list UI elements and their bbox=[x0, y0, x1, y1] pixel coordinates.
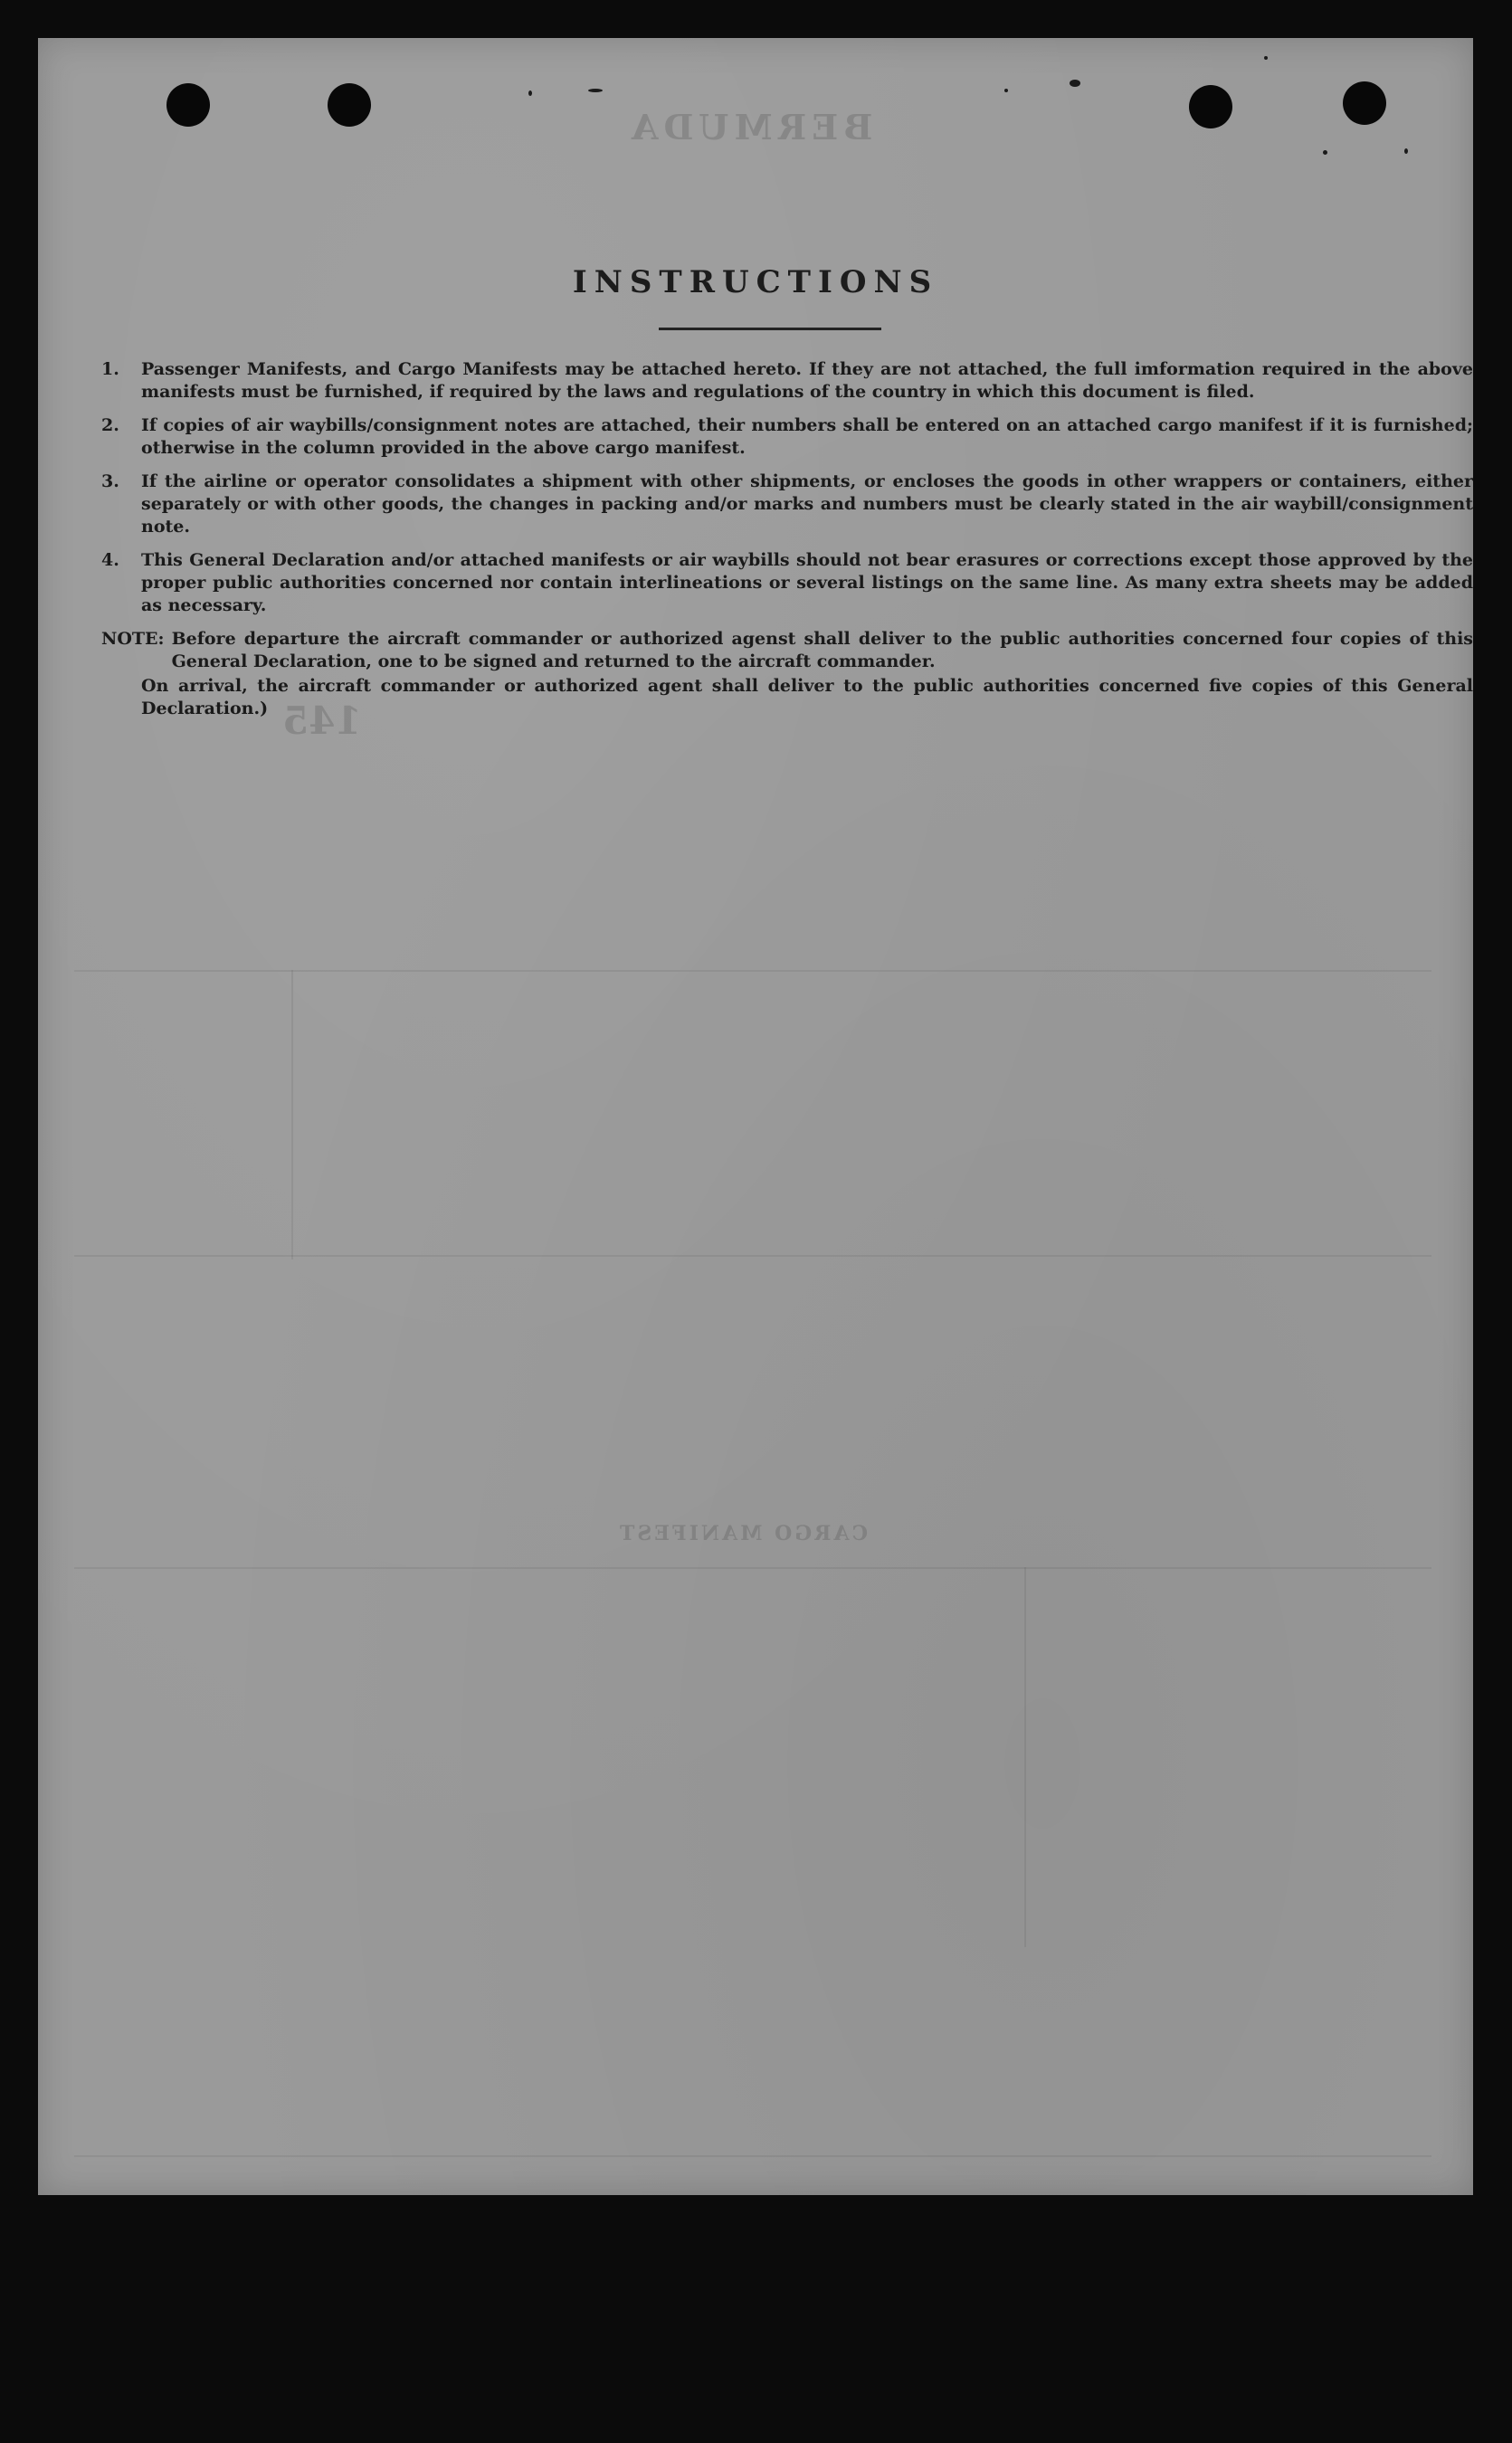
item-number: 4. bbox=[101, 550, 119, 570]
bleed-through-rule bbox=[291, 970, 293, 1260]
note-label: NOTE: bbox=[101, 629, 165, 649]
punch-hole-3 bbox=[1189, 85, 1232, 128]
bleed-through-stamp: 145 bbox=[282, 699, 362, 743]
note-block bbox=[101, 628, 1473, 673]
instruction-item-2 bbox=[101, 414, 1473, 460]
dust-speck bbox=[1004, 89, 1008, 92]
instruction-item-4 bbox=[101, 549, 1473, 617]
instruction-item-1 bbox=[101, 358, 1473, 404]
note-arrival-text: On arrival, the aircraft commander or authorized agent shall deliver to the public authorities concerned five copies of this General Declaration.) bbox=[141, 676, 1473, 718]
dust-speck bbox=[528, 90, 532, 96]
instructions-list bbox=[101, 358, 1473, 720]
item-text: This General Declaration and/or attached manifests or air waybills should not bear erasures or corrections except those approved by the proper public authorities concerned nor contain interlineations or several listings on the same line. As many extra sheets may be added as necessary. bbox=[141, 550, 1473, 615]
item-text: Passenger Manifests, and Cargo Manifests may be attached hereto. If they are not attached, the full imformation required in the above manifests must be furnished, if required by the laws and regulations of the country in which this document is filed. bbox=[141, 359, 1473, 402]
note-text: Before departure the aircraft commander or authorized agenst shall deliver to the public authorities concerned four copies of this General Declaration, one to be signed and returned to the aircraft commander. bbox=[171, 629, 1473, 671]
punch-hole-4 bbox=[1343, 81, 1386, 125]
dust-speck bbox=[1070, 80, 1080, 87]
item-number: 1. bbox=[101, 359, 119, 379]
bleed-through-rule bbox=[74, 1255, 1431, 1257]
bleed-through-rule bbox=[74, 1567, 1431, 1569]
dust-speck bbox=[1323, 150, 1327, 155]
bleed-through-rule bbox=[74, 2155, 1431, 2157]
title-underline bbox=[659, 328, 881, 330]
item-text: If the airline or operator consolidates a shipment with other shipments, or encloses the goods in other wrappers or containers, either separately or with other goods, the changes in packing and/or marks and numbers must be clearly stated in the air waybill/consignment note. bbox=[141, 471, 1473, 537]
dust-speck bbox=[1264, 56, 1268, 60]
page-title: INSTRUCTIONS bbox=[572, 264, 939, 300]
bleed-through-rule bbox=[74, 970, 1431, 972]
instruction-item-3 bbox=[101, 471, 1473, 538]
bleed-through-label: CARGO MANIFEST bbox=[617, 1522, 868, 1545]
punch-hole-1 bbox=[166, 83, 210, 127]
punch-hole-2 bbox=[328, 83, 371, 127]
item-text: If copies of air waybills/consignment notes are attached, their numbers shall be entered on an attached cargo manifest if it is furnished; otherwise in the column provided in the above cargo manifest. bbox=[141, 415, 1473, 458]
document-page bbox=[38, 38, 1473, 2195]
dust-speck bbox=[1404, 148, 1408, 154]
item-number: 3. bbox=[101, 471, 119, 491]
bleed-through-rule bbox=[1024, 1567, 1026, 1947]
item-number: 2. bbox=[101, 415, 119, 435]
bleed-through-heading: BERMUDA bbox=[626, 107, 873, 147]
dust-speck bbox=[588, 89, 603, 92]
